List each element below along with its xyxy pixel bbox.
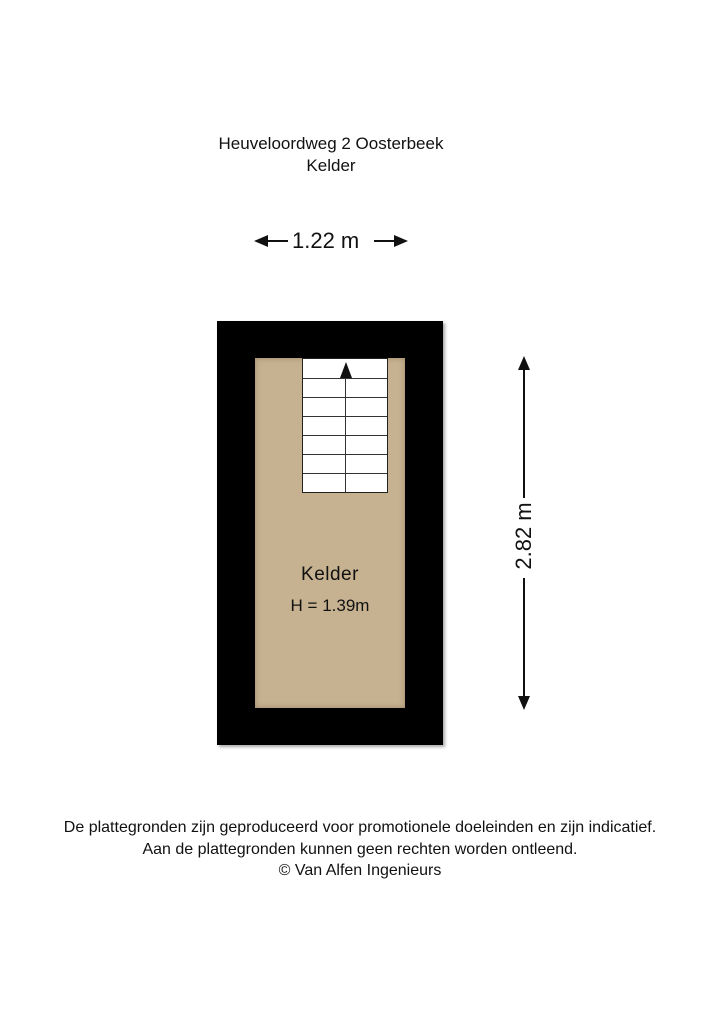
- room-floor: [255, 358, 405, 708]
- room-height: H = 1.39m: [290, 596, 370, 615]
- stair-step: [303, 435, 387, 436]
- stair-step: [303, 378, 387, 379]
- stair-step: [303, 416, 387, 417]
- length-dimension: [510, 356, 540, 710]
- dimension-line-left: [266, 240, 288, 242]
- width-dimension: [252, 226, 412, 256]
- dimension-line-right: [374, 240, 396, 242]
- floorplan-level: Kelder: [306, 156, 356, 175]
- copyright: © Van Alfen Ingenieurs: [278, 862, 442, 879]
- length-label: 2.82 m: [511, 502, 536, 570]
- floorplan-address: Heuveloordweg 2 Oosterbeek: [218, 134, 444, 153]
- room-walls: [217, 321, 443, 745]
- arrow-down-icon: [518, 696, 530, 710]
- arrow-right-icon: [394, 235, 408, 247]
- staircase: [302, 358, 388, 493]
- width-label: 1.22 m: [292, 228, 360, 253]
- stair-step: [303, 473, 387, 474]
- disclaimer-line-1: De plattegronden zijn geproduceerd voor promotionele doeleinden en zijn indicatief.: [63, 819, 657, 836]
- disclaimer-line-2: Aan de plattegronden kunnen geen rechten worden ontleend.: [142, 841, 578, 858]
- dimension-line-bottom: [523, 578, 525, 698]
- stair-step: [303, 397, 387, 398]
- stair-direction-arrow-icon: [340, 362, 352, 378]
- stair-step: [303, 454, 387, 455]
- dimension-line-top: [523, 368, 525, 498]
- room-name: Kelder: [301, 564, 359, 585]
